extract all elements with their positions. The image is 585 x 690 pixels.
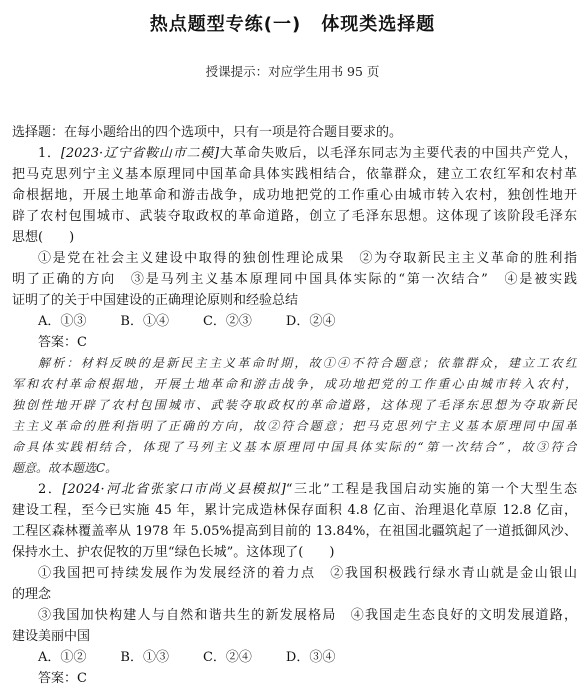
- q1-option-line: 证明了的关于中国建设的正确理论原则和经验总结: [12, 293, 299, 308]
- choice-b: B．①④: [120, 314, 169, 329]
- page-title: [0, 10, 585, 36]
- choice-c: C．②④: [202, 650, 252, 665]
- q1-stem-line: 思想( ): [12, 230, 75, 245]
- q2-option-line: ①我国把可持续发展作为发展经济的着力点 ②我国积极践行绿水青山就是金山银山: [38, 566, 577, 581]
- choice-b: B．①③: [120, 650, 169, 665]
- q1-stem-line: 1．[2023·辽宁省鞍山市二模]大革命失败后，以毛泽东同志为主要代表的中国共产党人，: [38, 146, 577, 161]
- q2-stem-line: 2．[2024·河北省张家口市尚义县模拟]“三北”工程是我国启动实施的第一个大型生态: [38, 482, 577, 497]
- choice-d: D．③④: [285, 650, 336, 665]
- q1-explanation-line: 解析：材料反映的是新民主主义革命时期，故①④不符合题意；依靠群众，建立工农红: [38, 356, 577, 370]
- choice-c: C．②③: [202, 314, 252, 329]
- question-body: [12, 122, 577, 689]
- q2-stem-line: 保持水土、护农促牧的万里“绿色长城”。这体现了( ): [12, 545, 335, 560]
- q1-answer: 答案：C: [38, 335, 87, 350]
- choice-a: A．①②: [38, 650, 87, 665]
- q1-option-line: ①是党在社会主义建设中取得的独创性理论成果 ②为夺取新民主主义革命的胜利指: [38, 251, 577, 266]
- q1-choices: [12, 311, 577, 332]
- q1-stem-line: 命根据地，开展土地革命和游击战争，成功地把党的工作重心由城市转入农村，独创性地开: [12, 188, 577, 203]
- title-part-2: 体现类选择题: [321, 14, 436, 35]
- q2-answer: 答案：C: [38, 671, 87, 686]
- choice-d: D．②④: [285, 314, 336, 329]
- q1-explanation-line: 题意。故本题选C。: [12, 461, 118, 475]
- q2-option-line: 建设美丽中国: [12, 629, 91, 644]
- q2-stem-line: 工程区森林覆盖率从 1978 年 5.05%提高到目前的 13.84%，在祖国北疆筑起了一道抵御风沙、: [12, 524, 577, 539]
- q1-explanation-line: 军和农村革命根据地，开展土地革命和游击战争，成功地把党的工作重心由城市转入农村，: [12, 377, 577, 391]
- q1-explanation-line: 命具体实践相结合，体现了马列主义基本原理同中国具体实际的“第一次结合”，故③符合: [12, 440, 577, 454]
- title-part-1: 热点题型专练(一): [149, 14, 302, 35]
- q2-option-line: ③我国加快构建人与自然和谐共生的新发展格局 ④我国走生态良好的文明发展道路，: [38, 608, 577, 623]
- q1-stem-line: 辟了农村包围城市、武装夺取政权的革命道路，创立了毛泽东思想。这体现了该阶段毛泽东: [12, 209, 577, 224]
- q1-explanation-line: 主主义革命的胜利指明了正确的方向，故②符合题意；把马克思列宁主义基本原理同中国革: [12, 419, 577, 433]
- q1-explanation-line: 独创性地开辟了农村包围城市、武装夺取政权的革命道路，这体现了毛泽东思想为夺取新民: [12, 398, 577, 412]
- teaching-hint: 授课提示：对应学生用书 95 页: [205, 64, 380, 79]
- intro-text: 选择题：在每小题给出的四个选项中，只有一项是符合题目要求的。: [12, 125, 403, 140]
- q2-choices: [12, 647, 577, 668]
- q1-option-line: 明了正确的方向 ③是马列主义基本原理同中国具体实际的“第一次结合” ④是被实践: [12, 272, 577, 287]
- q1-stem-line: 把马克思列宁主义基本原理同中国革命具体实践相结合，依靠群众，建立工农红军和农村革: [12, 167, 577, 182]
- q2-stem-line: 建设工程，至今已实施 45 年，累计完成造林保存面积 4.8 亿亩、治理退化草原 12.8 亿亩，: [12, 503, 577, 518]
- q2-option-line: 的理念: [12, 587, 52, 602]
- choice-a: A．①③: [38, 314, 87, 329]
